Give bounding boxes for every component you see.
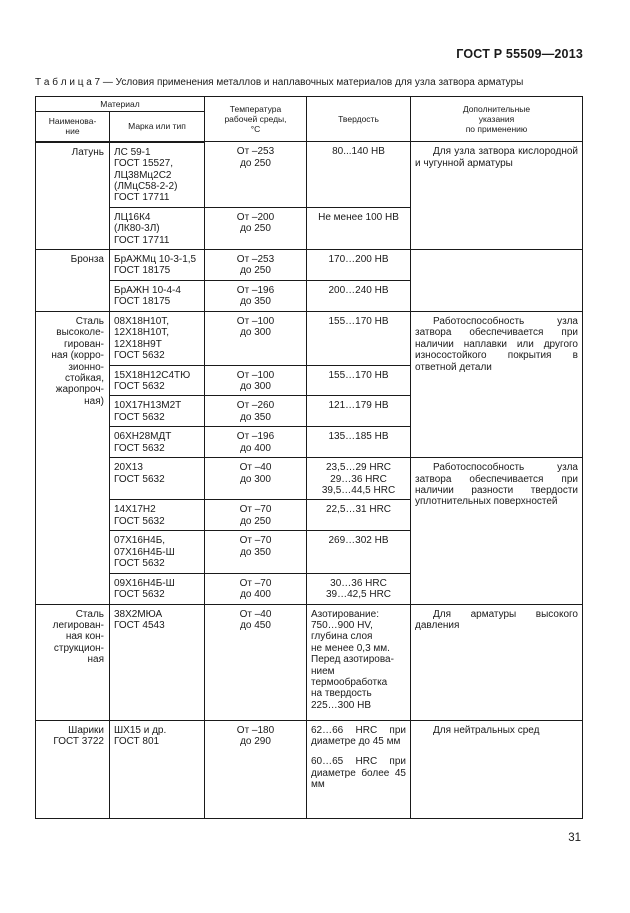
name-header: Наименова- ние (36, 112, 110, 142)
material-grade: 15Х18Н12С4ТЮ ГОСТ 5632 (110, 365, 205, 396)
hardness-value: 200…240 НВ (307, 280, 411, 311)
table-row (36, 458, 583, 500)
temperature-range: От –70 до 400 (205, 573, 307, 604)
usage-notes: Работоспособность узла затвора обеспечивается при наличии разности твердости уплотнительных поверхностей (411, 458, 583, 604)
hardness-header: Твердость (307, 97, 411, 142)
usage-notes (411, 249, 583, 311)
usage-notes: Для узла затвора кислородной и чугунной арматуры (411, 142, 583, 250)
material-grade: 09Х16Н4Б-Ш ГОСТ 5632 (110, 573, 205, 604)
table-row (36, 720, 583, 818)
temperature-header: Температура рабочей среды, °С (205, 97, 307, 142)
grade-header: Марка или тип (110, 112, 205, 142)
usage-notes: Для арматуры высокого давления (411, 604, 583, 720)
material-grade: 08Х18Н10Т, 12Х18Н10Т, 12Х18Н9Т ГОСТ 5632 (110, 311, 205, 365)
hardness-value: 170…200 НВ (307, 249, 411, 280)
hardness-value: 155…170 НВ (307, 311, 411, 365)
material-name: Бронза (36, 249, 110, 311)
temperature-range: От –196 до 400 (205, 427, 307, 458)
hardness-value: 269…302 НВ (307, 531, 411, 573)
material-name: Сталь высоколе- гирован- ная (корро- зионно- стойкая, жаропроч- ная) (36, 311, 110, 604)
material-grade: ШХ15 и др. ГОСТ 801 (110, 720, 205, 818)
material-grade: 07Х16Н4Б, 07Х16Н4Б-Ш ГОСТ 5632 (110, 531, 205, 573)
hardness-large-diameter: 60…65 HRC при диаметре более 45 мм (311, 756, 406, 791)
material-name: Сталь легирован- ная кон- струкцион- ная (36, 604, 110, 720)
temperature-range: От –100 до 300 (205, 311, 307, 365)
hardness-value: 30…36 HRC 39…42,5 HRC (307, 573, 411, 604)
hardness-value: 23,5…29 HRC 29…36 HRC 39,5…44,5 HRC (307, 458, 411, 500)
hardness-value: Азотирование: 750…900 HV, глубина слоя не менее 0,3 мм. Перед азотирова- нием термообработка на твердость 225…300 НВ (307, 604, 411, 720)
hardness-value (307, 720, 411, 818)
temperature-range: От –253 до 250 (205, 142, 307, 208)
temperature-range: От –100 до 300 (205, 365, 307, 396)
material-grade: 38Х2МЮА ГОСТ 4543 (110, 604, 205, 720)
material-grade: 10Х17Н13М2Т ГОСТ 5632 (110, 396, 205, 427)
notes-header: Дополнительные указания по применению (411, 97, 583, 142)
usage-notes: Работоспособность узла затвора обеспечивается при наличии наплавки или другого износостойкого покрытия в ответной детали (411, 311, 583, 457)
material-name: Латунь (36, 142, 110, 250)
material-grade: БрАЖН 10-4-4 ГОСТ 18175 (110, 280, 205, 311)
hardness-value: Не менее 100 НВ (307, 207, 411, 249)
temperature-range: От –40 до 450 (205, 604, 307, 720)
temperature-range: От –253 до 250 (205, 249, 307, 280)
hardness-value: 22,5…31 HRC (307, 500, 411, 531)
table-row (36, 249, 583, 280)
temperature-range: От –180 до 290 (205, 720, 307, 818)
table-row (36, 142, 583, 208)
temperature-range: От –196 до 350 (205, 280, 307, 311)
material-grade: 20Х13 ГОСТ 5632 (110, 458, 205, 500)
usage-notes: Для нейтральных сред (411, 720, 583, 818)
hardness-value: 121…179 НВ (307, 396, 411, 427)
temperature-range: От –260 до 350 (205, 396, 307, 427)
table-caption: Т а б л и ц а 7 — Условия применения металлов и наплавочных материалов для узла затвора арматуры (35, 77, 524, 88)
hardness-value: 80...140 НВ (307, 142, 411, 208)
material-grade: 14Х17Н2 ГОСТ 5632 (110, 500, 205, 531)
document-id: ГОСТ Р 55509—2013 (456, 47, 583, 61)
material-name: Шарики ГОСТ 3722 (36, 720, 110, 818)
materials-table (35, 96, 583, 819)
material-grade: БрАЖМц 10-3-1,5 ГОСТ 18175 (110, 249, 205, 280)
hardness-value: 135…185 НВ (307, 427, 411, 458)
hardness-value: 155…170 НВ (307, 365, 411, 396)
material-header: Материал (36, 97, 205, 112)
temperature-range: От –70 до 250 (205, 500, 307, 531)
temperature-range: От –70 до 350 (205, 531, 307, 573)
hardness-small-diameter: 62…66 HRC при диаметре до 45 мм (311, 724, 406, 748)
material-grade: ЛЦ16К4 (ЛК80-3Л) ГОСТ 17711 (110, 207, 205, 249)
temperature-range: От –200 до 250 (205, 207, 307, 249)
temperature-range: От –40 до 300 (205, 458, 307, 500)
table-row (36, 311, 583, 365)
table-row (36, 604, 583, 720)
material-grade: ЛС 59-1 ГОСТ 15527, ЛЦ38Мц2С2 (ЛМцС58-2-2) ГОСТ 17711 (110, 142, 205, 208)
page-number: 31 (568, 832, 581, 844)
material-grade: 06ХН28МДТ ГОСТ 5632 (110, 427, 205, 458)
